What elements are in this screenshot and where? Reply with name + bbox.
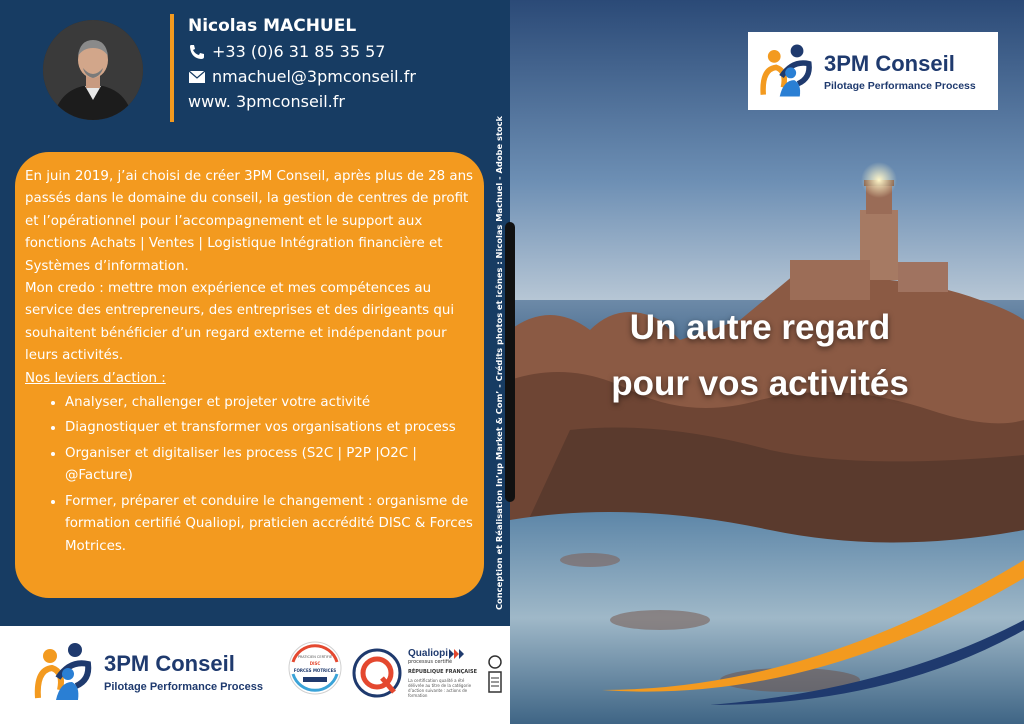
cover-logo	[748, 32, 998, 110]
fold-line	[505, 222, 515, 502]
forces-motrices-badge	[287, 640, 343, 696]
phone-icon	[188, 44, 206, 60]
footer-logo-tagline: Pilotage Performance Process	[104, 681, 263, 693]
contact-website[interactable]	[188, 92, 416, 111]
cover-logo-name: 3PM Conseil	[824, 50, 955, 76]
contact-phone-text: +33 (0)6 31 85 35 57	[212, 42, 386, 61]
intro-paragraph-2: Mon credo : mettre mon expérience et mes compétences au service des entrepreneurs, des entreprises et des dirigeants qui souhaitent bénéficier d’un regard externe et indépendant pour leurs activités.	[25, 281, 455, 364]
list-item: • Analyser, challenger et projeter votre activité	[65, 392, 474, 414]
footer	[0, 626, 510, 724]
credits-text: Conception et Réalisation In’up Market & Com’ - Crédits photos et icônes : Nicolas Machuel - Adobe stock	[494, 115, 504, 610]
levers-list	[25, 392, 474, 558]
cover-logo-tagline: Pilotage Performance Process	[824, 79, 976, 92]
contact-email[interactable]	[188, 67, 416, 86]
qualiopi-arrows-icon	[448, 649, 464, 659]
recycle-icon	[487, 654, 503, 694]
qualiopi-title: Qualiopi	[408, 648, 448, 659]
logo-people-icon	[756, 40, 818, 102]
logo-people-icon	[30, 638, 98, 706]
mail-icon	[188, 69, 206, 85]
contact-block	[170, 14, 416, 122]
contact-name: Nicolas MACHUEL	[188, 16, 357, 36]
footer-logo-name: 3PM Conseil	[104, 651, 235, 676]
headline-line-1: Un autre regard	[629, 308, 891, 347]
qualiopi-q-icon	[352, 648, 402, 698]
list-item: • Diagnostiquer et transformer vos organisations et process	[65, 417, 474, 439]
badge-main-text: FORCES MOTRICES	[293, 668, 337, 673]
intro-card	[15, 152, 484, 598]
qualiopi-subtitle: processus certifié	[408, 659, 453, 665]
qualiopi-republic: RÉPUBLIQUE FRANÇAISE	[408, 669, 478, 675]
contact-phone	[188, 42, 416, 61]
list-item: • Former, préparer et conduire le changement : organisme de formation certifié Qualiopi, praticien accrédité DISC & Forces Motrices.	[65, 491, 474, 558]
qualiopi-badge	[352, 648, 480, 698]
footer-logo	[30, 638, 263, 706]
badge-top-text: PRATICIEN CERTIFIÉ	[297, 655, 333, 659]
headline-line-2: pour vos activités	[611, 364, 909, 403]
avatar	[43, 20, 143, 120]
list-item: • Organiser et digitaliser les process (S2C | P2P |O2C | @Facture)	[65, 443, 474, 488]
contact-email-text: nmachuel@3pmconseil.fr	[212, 67, 416, 86]
left-panel	[0, 0, 510, 724]
contact-website-text: www. 3pmconseil.fr	[188, 92, 345, 111]
levers-title: Nos leviers d’action :	[25, 370, 166, 386]
intro-paragraph-1: En juin 2019, j’ai choisi de créer 3PM Conseil, après plus de 28 ans passés dans le domaine du conseil, la gestion de centres de profit et l’opérationnel pour l’accompagnement et le support aux fonctions Achats | Ventes | Logistique Intégration financière et Systèmes d’information.	[25, 169, 474, 274]
badge-mid-text: DISC	[309, 661, 321, 666]
headline	[560, 300, 960, 412]
qualiopi-note: La certification qualité a été délivrée au titre de la catégorie d’action suivante : actions de formation	[408, 678, 472, 698]
